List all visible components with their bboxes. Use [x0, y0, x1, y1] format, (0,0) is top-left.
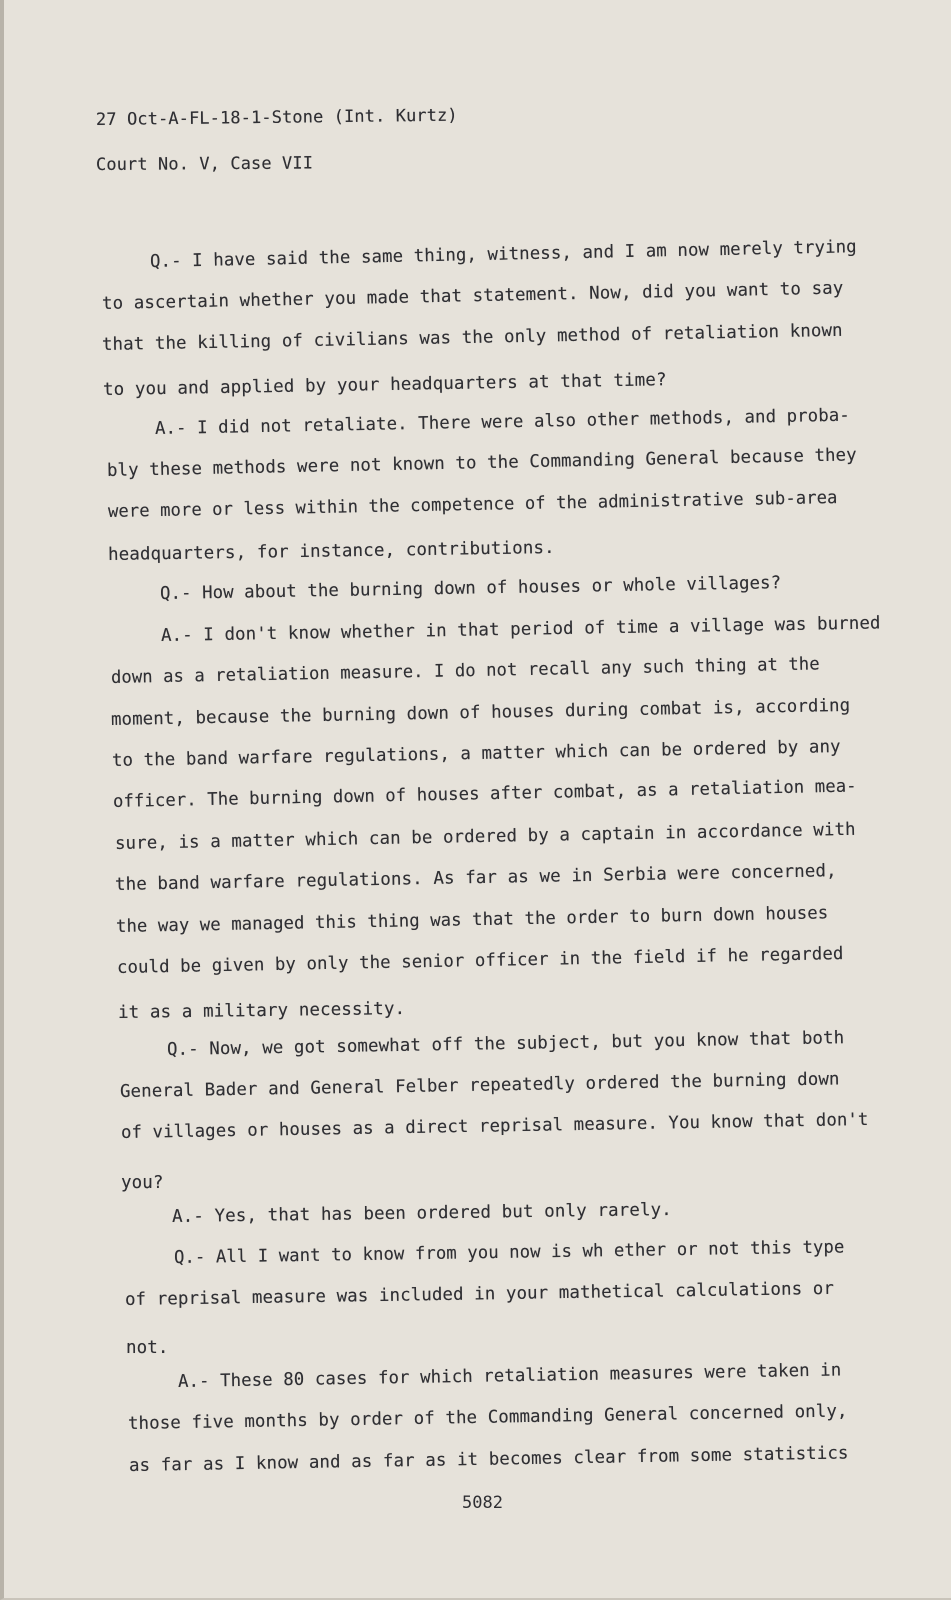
- text-line: of reprisal measure was included in your mathetical calculations or: [124, 1278, 835, 1310]
- text-line: to the band warfare regulations, a matter which can be ordered by any: [111, 737, 841, 771]
- text-line: General Bader and General Felber repeatedly ordered the burning down: [119, 1069, 840, 1102]
- text-line: to ascertain whether you made that statement. Now, did you want to say: [101, 278, 844, 314]
- text-line: of villages or houses as a direct reprisal measure. You know that don't: [120, 1109, 869, 1143]
- text-line: as far as I know and as far as it becomes clear from some statistics: [128, 1443, 849, 1476]
- text-line: bly these methods were not known to the Commanding General because they: [106, 445, 857, 481]
- text-line: sure, is a matter which can be ordered by a captain in accordance with: [114, 819, 856, 854]
- text-line: that the killing of civilians was the only method of retaliation known: [101, 320, 843, 355]
- text-line: A.- I don't know whether in that period of time a village was burned: [160, 613, 881, 646]
- text-line: it as a military necessity.: [117, 998, 406, 1023]
- text-line: to you and applied by your headquarters at that time?: [102, 370, 667, 400]
- text-line: not.: [126, 1338, 169, 1358]
- text-line: Q.- I have said the same thing, witness, and I am now merely trying: [149, 237, 857, 272]
- text-line: those five months by order of the Commanding General concerned only,: [127, 1401, 848, 1434]
- text-line: Q.- Now, we got somewhat off the subject, but you know that both: [166, 1028, 845, 1060]
- page-number: 5082: [462, 1493, 503, 1513]
- text-line: A.- These 80 cases for which retaliation measures were taken in: [177, 1360, 842, 1392]
- header-reference: 27 Oct-A-FL-18-1-Stone (Int. Kurtz): [95, 105, 458, 130]
- text-line: A.- I did not retaliate. There were also other methods, and proba-: [154, 405, 851, 439]
- text-line: were more or less within the competence of the administrative sub-area: [107, 487, 838, 522]
- text-line: officer. The burning down of houses after combat, as a retaliation mea-: [112, 776, 857, 812]
- header-court-case: Court No. V, Case VII: [95, 153, 314, 175]
- text-line: headquarters, for instance, contributions.: [107, 537, 555, 565]
- text-line: the way we managed this thing was that the order to burn down houses: [115, 903, 829, 937]
- text-line: Q.- How about the burning down of houses or whole villages?: [159, 573, 782, 604]
- text-line: A.- Yes, that has been ordered but only rarely.: [171, 1200, 672, 1227]
- text-line: down as a retaliation measure. I do not recall any such thing at the: [110, 654, 820, 688]
- text-line: the band warfare regulations. As far as we in Serbia were concerned,: [114, 861, 837, 895]
- text-line: could be given by only the senior officer in the field if he regarded: [116, 944, 844, 978]
- text-line: moment, because the burning down of houses during combat is, according: [110, 695, 851, 730]
- text-line: Q.- All I want to know from you now is wh ether or not this type: [173, 1237, 845, 1268]
- text-line: you?: [121, 1173, 164, 1193]
